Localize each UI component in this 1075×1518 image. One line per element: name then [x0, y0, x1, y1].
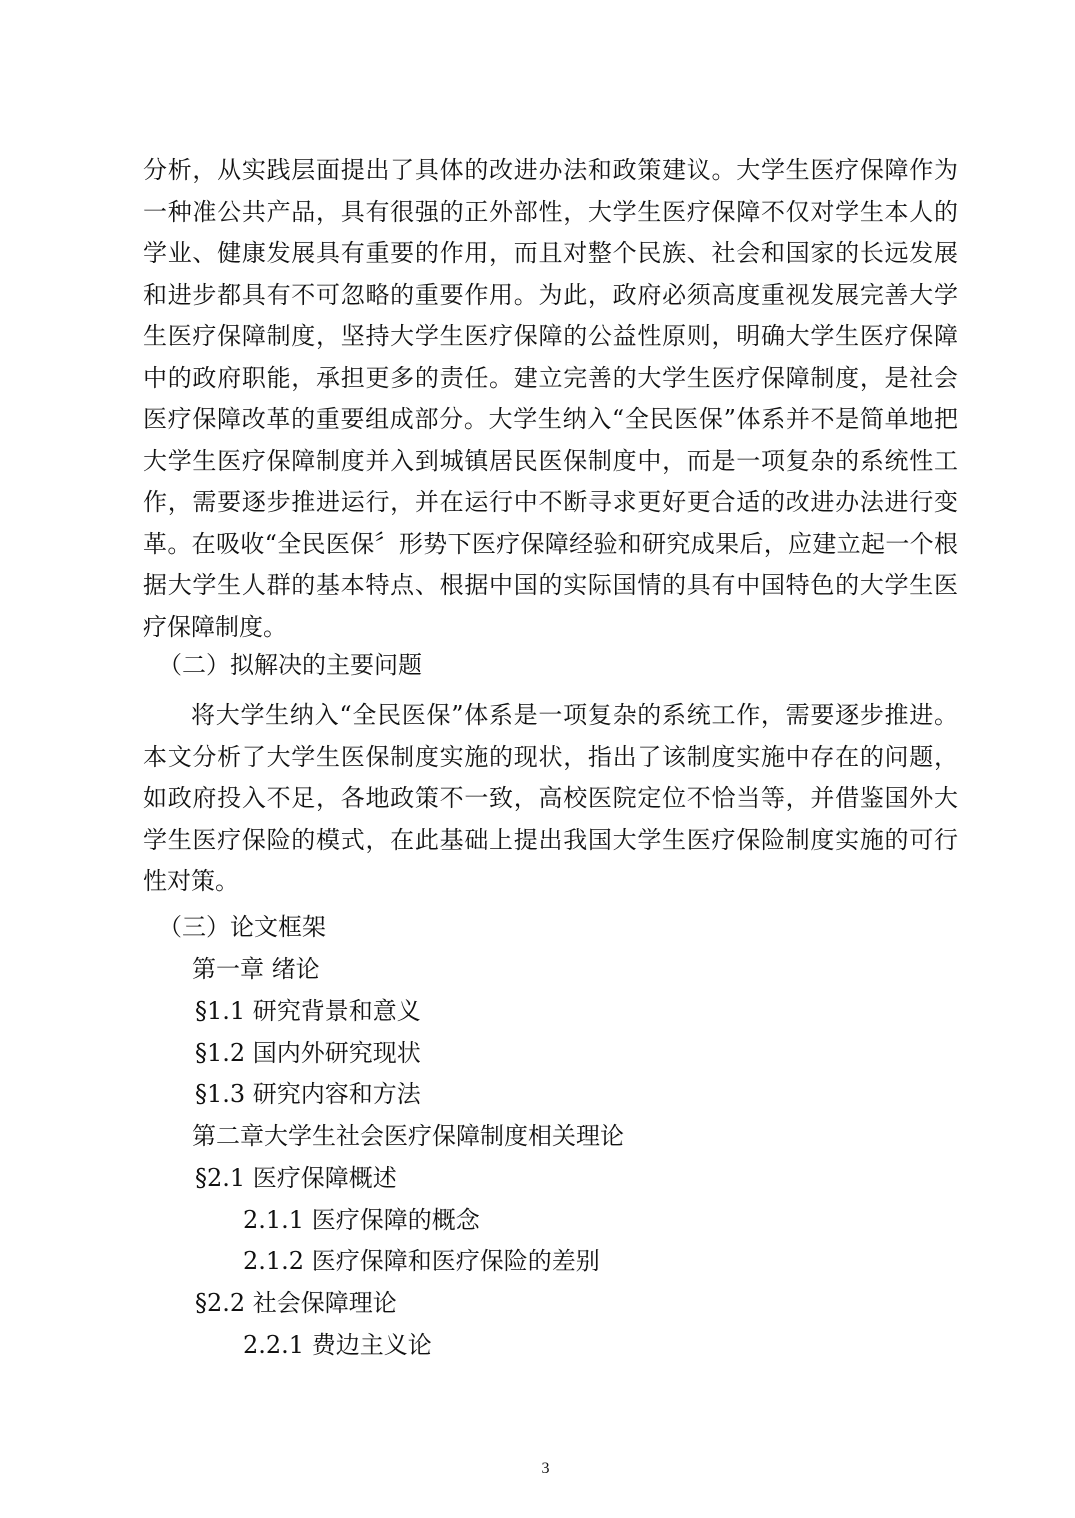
outline-chapter-2: 第二章大学生社会医疗保障制度相关理论 [192, 1122, 624, 1150]
section-heading-framework: （三）论文框架 [158, 913, 326, 941]
outline-section-1-2: §1.2 国内外研究现状 [195, 1039, 421, 1067]
section-heading-problems: （二）拟解决的主要问题 [158, 651, 422, 679]
outline-section-1-3: §1.3 研究内容和方法 [195, 1080, 421, 1108]
outline-subsection-2-2-1: 2.2.1 费边主义论 [243, 1331, 432, 1359]
outline-chapter-1: 第一章 绪论 [192, 955, 320, 983]
outline-section-2-2: §2.2 社会保障理论 [195, 1289, 397, 1317]
outline-section-2-1: §2.1 医疗保障概述 [195, 1164, 397, 1192]
body-paragraph-1: 分析，从实践层面提出了具体的改进办法和政策建议。大学生医疗保障作为一种准公共产品，具有很强的正外部性，大学生医疗保障不仅对学生本人的学业、健康发展具有重要的作用，而且对整个民族、社会和国家的长远发展和进步都具有不可忽略的重要作用。为此，政府必须高度重视发展完善大学生医疗保障制度，坚持大学生医疗保障的公益性原则，明确大学生医疗保障中的政府职能，承担更多的责任。建立完善的大学生医疗保障制度，是社会医疗保障改革的重要组成部分。大学生纳入“全民医保”体系并不是简单地把大学生医疗保障制度并入到城镇居民医保制度中，而是一项复杂的系统性工作，需要逐步推进运行，并在运行中不断寻求更好更合适的改进办法进行变革。在吸收“全民医保〞形势下医疗保障经验和研究成果后，应建立起一个根据大学生人群的基本特点、根据中国的实际国情的具有中国特色的大学生医疗保障制度。 [143, 156, 958, 641]
body-paragraph-2: 将大学生纳入“全民医保”体系是一项复杂的系统工作，需要逐步推进。本文分析了大学生医保制度实施的现状，指出了该制度实施中存在的问题，如政府投入不足，各地政策不一致，高校医院定位不恰当等，并借鉴国外大学生医疗保险的模式，在此基础上提出我国大学生医疗保险制度实施的可行性对策。 [143, 701, 958, 895]
outline-subsection-2-1-2: 2.1.2 医疗保障和医疗保险的差别 [243, 1247, 600, 1275]
page-number: 3 [541, 1460, 550, 1477]
outline-section-1-1: §1.1 研究背景和意义 [195, 997, 421, 1025]
outline-subsection-2-1-1: 2.1.1 医疗保障的概念 [243, 1206, 480, 1234]
